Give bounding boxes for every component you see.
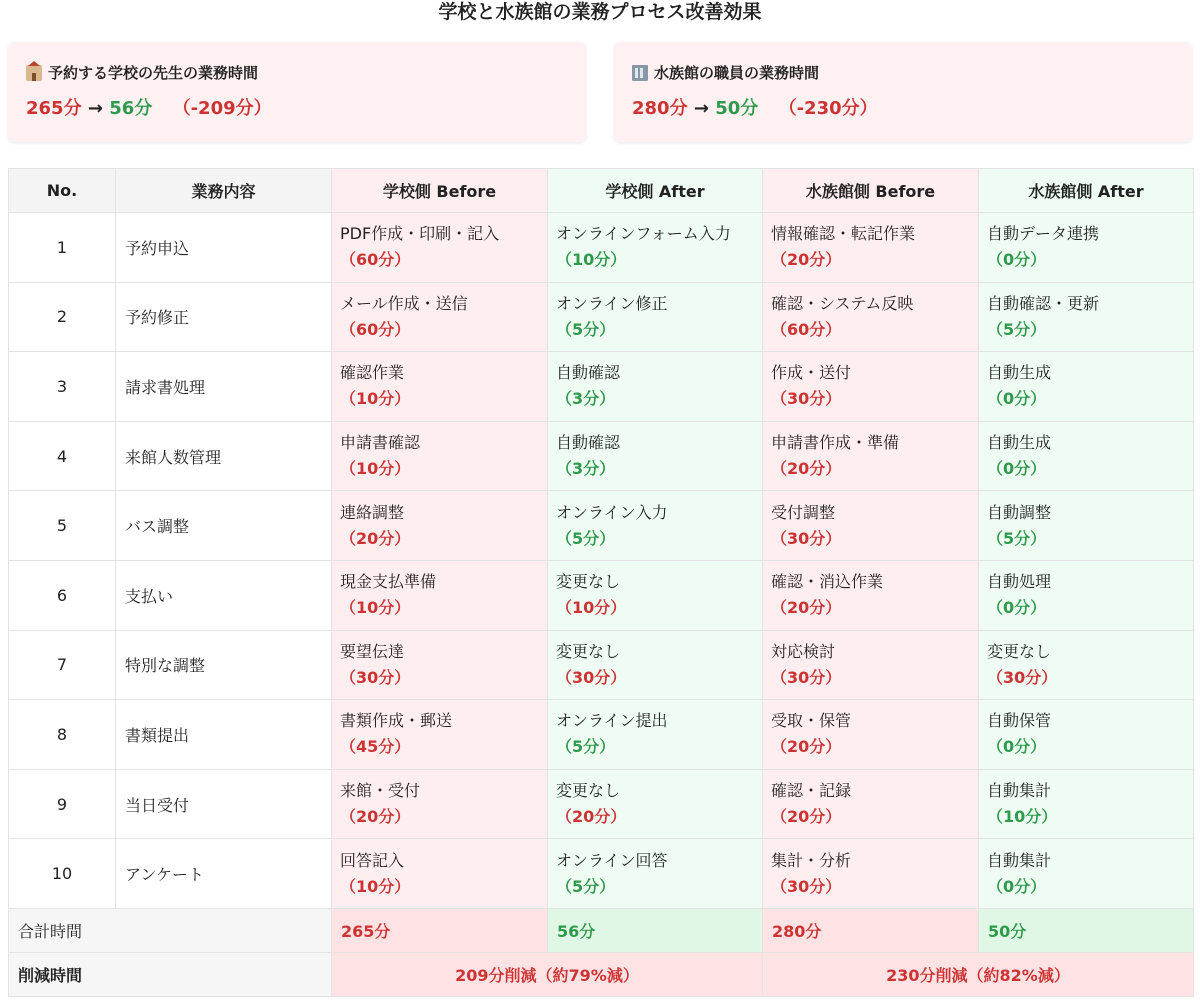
school-before-text: 要望伝達 (340, 641, 405, 661)
school-after-cell (548, 700, 763, 770)
aquarium-before-cell (763, 630, 979, 700)
aquarium-after-cell (979, 491, 1194, 561)
aquarium-after-minutes: （0分） (987, 459, 1047, 479)
row-no: 6 (9, 560, 116, 630)
aquarium-after-minutes: （5分） (987, 319, 1047, 339)
aquarium-before-cell (763, 213, 979, 283)
school-icon (26, 65, 42, 81)
school-after-minutes: （5分） (556, 528, 616, 548)
aquarium-after-cell (979, 282, 1194, 352)
reduction-school: 209分削減（約79%減） (332, 952, 763, 996)
aquarium-before-minutes: （60分） (771, 319, 842, 339)
aquarium-summary-card (614, 42, 1192, 142)
school-after-cell (548, 282, 763, 352)
aquarium-before-text: 集計・分析 (771, 850, 852, 870)
row-no: 3 (9, 352, 116, 422)
aquarium-after-minutes: （0分） (987, 250, 1047, 270)
aquarium-after-minutes: （5分） (987, 528, 1047, 548)
school-after-text: 変更なし (556, 572, 621, 592)
aquarium-before-text: 確認・記録 (771, 781, 852, 801)
aquarium-after-minutes: （0分） (987, 737, 1047, 757)
row-no: 10 (9, 839, 116, 909)
school-after-text: オンライン入力 (556, 502, 668, 522)
school-after-cell (548, 213, 763, 283)
school-before-cell (332, 839, 548, 909)
school-summary-heading (26, 62, 568, 84)
header-task: 業務内容 (116, 169, 332, 213)
school-after-text: 自動確認 (556, 433, 621, 453)
reduction-row (9, 952, 1194, 996)
aquarium-before-cell (763, 769, 979, 839)
aquarium-before-minutes: （20分） (771, 737, 842, 757)
header-school-after: 学校側 After (548, 169, 763, 213)
school-after-cell (548, 421, 763, 491)
aquarium-before-minutes: （20分） (771, 250, 842, 270)
school-after-text: 変更なし (556, 781, 621, 801)
school-before-cell (332, 491, 548, 561)
aquarium-before-text: 受付調整 (771, 502, 836, 522)
school-diff-value: （-209分） (172, 98, 272, 119)
school-summary-values (26, 97, 568, 121)
school-before-cell (332, 560, 548, 630)
row-task: 書類提出 (116, 700, 332, 770)
school-before-minutes: （20分） (340, 528, 411, 548)
aquarium-after-cell (979, 352, 1194, 422)
aquarium-after-minutes: （30分） (987, 667, 1058, 687)
school-after-value: 56分 (109, 98, 153, 119)
header-aquarium-before: 水族館側 Before (763, 169, 979, 213)
school-before-text: 回答記入 (340, 850, 405, 870)
school-before-minutes: （10分） (340, 598, 411, 618)
school-after-cell (548, 630, 763, 700)
row-task: 来館人数管理 (116, 421, 332, 491)
aquarium-after-text: 自動保管 (987, 711, 1052, 731)
school-after-text: 自動確認 (556, 363, 621, 383)
school-after-minutes: （10分） (556, 598, 627, 618)
aquarium-after-minutes: （0分） (987, 598, 1047, 618)
page-title: 学校と水族館の業務プロセス改善効果 (438, 1, 762, 23)
aquarium-after-text: 自動生成 (987, 433, 1052, 453)
row-task: 当日受付 (116, 769, 332, 839)
school-before-cell (332, 282, 548, 352)
aquarium-after-cell (979, 700, 1194, 770)
school-after-minutes: （10分） (556, 250, 627, 270)
school-before-text: PDF作成・印刷・記入 (340, 224, 500, 244)
aquarium-after-text: 変更なし (987, 641, 1052, 661)
school-after-minutes: （30分） (556, 667, 627, 687)
aquarium-after-text: 自動確認・更新 (987, 293, 1100, 313)
school-after-cell (548, 769, 763, 839)
school-after-cell (548, 352, 763, 422)
row-no: 2 (9, 282, 116, 352)
aquarium-summary-heading (632, 62, 1174, 84)
aquarium-after-text: 自動処理 (987, 572, 1052, 592)
school-after-text: オンラインフォーム入力 (556, 224, 731, 244)
table-row (9, 352, 1194, 422)
total-school-before: 265分 (332, 908, 548, 952)
school-after-text: オンライン修正 (556, 293, 668, 313)
aquarium-before-minutes: （20分） (771, 598, 842, 618)
school-before-minutes: （10分） (340, 389, 411, 409)
row-no: 7 (9, 630, 116, 700)
aquarium-before-cell (763, 491, 979, 561)
aquarium-diff-value: （-230分） (778, 98, 878, 119)
table-row (9, 630, 1194, 700)
aquarium-before-text: 確認・消込作業 (771, 572, 884, 592)
aquarium-before-cell (763, 839, 979, 909)
row-task: アンケート (116, 839, 332, 909)
table-row (9, 560, 1194, 630)
table-header-row (9, 169, 1194, 213)
aquarium-after-minutes: （10分） (987, 807, 1058, 827)
table-row (9, 282, 1194, 352)
aquarium-before-cell (763, 560, 979, 630)
school-after-minutes: （20分） (556, 807, 627, 827)
total-aquarium-before: 280分 (763, 908, 979, 952)
header-school-before: 学校側 Before (332, 169, 548, 213)
school-before-text: 来館・受付 (340, 781, 421, 801)
school-before-minutes: （10分） (340, 459, 411, 479)
header-no: No. (9, 169, 116, 213)
aquarium-before-minutes: （20分） (771, 459, 842, 479)
table-row (9, 839, 1194, 909)
row-task: バス調整 (116, 491, 332, 561)
school-after-cell (548, 560, 763, 630)
school-after-minutes: （3分） (556, 459, 616, 479)
aquarium-after-value: 50分 (715, 98, 759, 119)
school-before-cell (332, 352, 548, 422)
arrow-icon: → (87, 98, 103, 119)
school-before-minutes: （60分） (340, 319, 411, 339)
aquarium-before-minutes: （20分） (771, 807, 842, 827)
aquarium-after-cell (979, 630, 1194, 700)
table-row (9, 491, 1194, 561)
aquarium-after-text: 自動集計 (987, 850, 1052, 870)
school-after-text: オンライン回答 (556, 850, 668, 870)
row-task: 予約申込 (116, 213, 332, 283)
aquarium-before-minutes: （30分） (771, 876, 842, 896)
school-after-minutes: （5分） (556, 319, 616, 339)
school-after-minutes: （3分） (556, 389, 616, 409)
aquarium-after-text: 自動生成 (987, 363, 1052, 383)
aquarium-after-text: 自動調整 (987, 502, 1052, 522)
school-before-minutes: （45分） (340, 737, 411, 757)
aquarium-before-cell (763, 421, 979, 491)
total-label: 合計時間 (9, 908, 332, 952)
aquarium-summary-values (632, 97, 1174, 121)
aquarium-before-minutes: （30分） (771, 389, 842, 409)
table-row (9, 769, 1194, 839)
aquarium-before-minutes: （30分） (771, 667, 842, 687)
school-before-value: 265分 (26, 98, 82, 119)
school-before-cell (332, 769, 548, 839)
school-before-minutes: （30分） (340, 667, 411, 687)
total-aquarium-after: 50分 (979, 908, 1194, 952)
aquarium-before-value: 280分 (632, 98, 688, 119)
aquarium-before-text: 申請書作成・準備 (771, 433, 900, 453)
aquarium-before-text: 作成・送付 (771, 363, 852, 383)
row-task: 支払い (116, 560, 332, 630)
row-no: 4 (9, 421, 116, 491)
school-before-cell (332, 630, 548, 700)
row-no: 1 (9, 213, 116, 283)
school-before-cell (332, 421, 548, 491)
school-before-text: 現金支払準備 (340, 572, 437, 592)
table-row (9, 700, 1194, 770)
row-task: 請求書処理 (116, 352, 332, 422)
school-after-text: オンライン提出 (556, 711, 668, 731)
school-after-cell (548, 839, 763, 909)
school-before-cell (332, 213, 548, 283)
school-before-text: 確認作業 (340, 363, 405, 383)
row-no: 5 (9, 491, 116, 561)
aquarium-before-text: 対応検討 (771, 641, 836, 661)
building-icon (632, 65, 648, 81)
school-before-minutes: （60分） (340, 250, 411, 270)
aquarium-after-cell (979, 421, 1194, 491)
school-after-minutes: （5分） (556, 737, 616, 757)
aquarium-after-text: 自動データ連携 (987, 224, 1100, 244)
header-aquarium-after: 水族館側 After (979, 169, 1194, 213)
aquarium-after-minutes: （0分） (987, 389, 1047, 409)
aquarium-before-text: 情報確認・転記作業 (771, 224, 916, 244)
aquarium-before-text: 確認・システム反映 (771, 293, 914, 313)
school-summary-card (8, 42, 586, 142)
reduction-aquarium: 230分削減（約82%減） (763, 952, 1194, 996)
school-before-text: 申請書確認 (340, 433, 421, 453)
aquarium-before-minutes: （30分） (771, 528, 842, 548)
school-after-minutes: （5分） (556, 876, 616, 896)
table-row (9, 213, 1194, 283)
process-table (8, 168, 1194, 997)
table-row (9, 421, 1194, 491)
aquarium-before-cell (763, 282, 979, 352)
arrow-icon: → (693, 98, 709, 119)
aquarium-after-cell (979, 560, 1194, 630)
aquarium-before-cell (763, 352, 979, 422)
school-before-cell (332, 700, 548, 770)
school-before-minutes: （20分） (340, 807, 411, 827)
aquarium-after-minutes: （0分） (987, 876, 1047, 896)
row-task: 特別な調整 (116, 630, 332, 700)
school-before-text: 連絡調整 (340, 502, 405, 522)
aquarium-after-cell (979, 769, 1194, 839)
row-task: 予約修正 (116, 282, 332, 352)
school-after-text: 変更なし (556, 641, 621, 661)
school-after-cell (548, 491, 763, 561)
school-summary-heading-text: 予約する学校の先生の業務時間 (48, 64, 259, 82)
row-no: 9 (9, 769, 116, 839)
aquarium-after-text: 自動集計 (987, 781, 1052, 801)
aquarium-after-cell (979, 213, 1194, 283)
aquarium-after-cell (979, 839, 1194, 909)
aquarium-before-cell (763, 700, 979, 770)
row-no: 8 (9, 700, 116, 770)
aquarium-summary-heading-text: 水族館の職員の業務時間 (654, 64, 820, 82)
total-school-after: 56分 (548, 908, 763, 952)
reduction-label: 削減時間 (9, 952, 332, 996)
school-before-minutes: （10分） (340, 876, 411, 896)
school-before-text: 書類作成・郵送 (340, 711, 453, 731)
total-row (9, 908, 1194, 952)
school-before-text: メール作成・送信 (340, 293, 468, 313)
aquarium-before-text: 受取・保管 (771, 711, 852, 731)
